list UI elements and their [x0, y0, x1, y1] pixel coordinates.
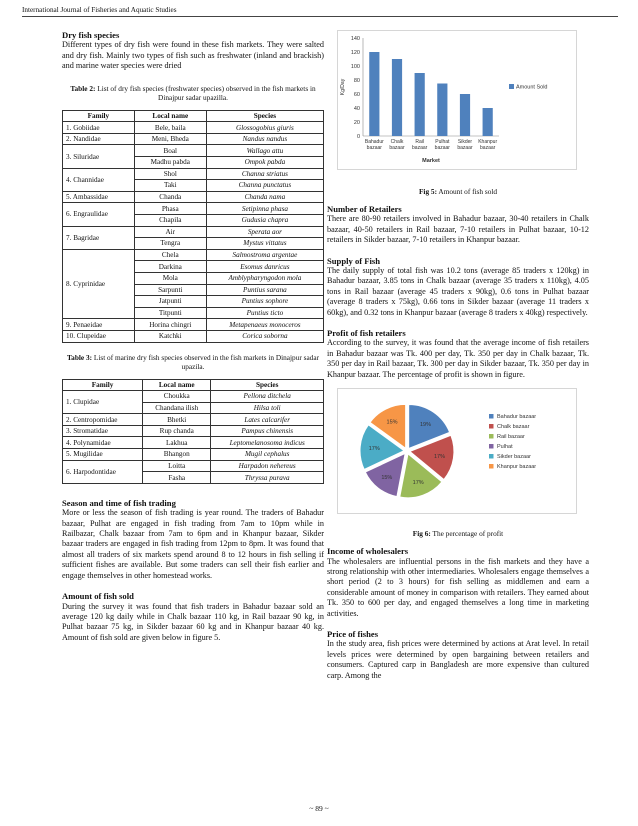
table2-species-cell: Nandus nandus [206, 133, 323, 145]
x-tick-label: bazaar [412, 145, 428, 151]
table2-row [63, 168, 324, 180]
table3-row [63, 437, 324, 449]
table2-caption [62, 84, 324, 102]
supply-paragraph: The daily supply of total fish was 10.2 tons (average 85 traders x 120kg) in Bahadur bazaar, 3.85 tons in Chalk bazaar (average 35 traders x 110kg), 4.05 tons in Rail bazaar (average 45 traders x 90kg), 0.6 tons in Pulhat bazaar (average 8 traders x 75kg), 0.66 tons in Sikder bazaar (average 11 traders x 60kg), and 0.32 tons in Khanpur bazaar (average 8 traders x 40kg) respectively. [327, 266, 589, 317]
table2 [62, 110, 324, 343]
table3-local-name-cell: Rup chanda [143, 425, 211, 437]
table2-local-name-cell: Mola [134, 272, 206, 284]
table2-local-name-cell: Jatpunti [134, 296, 206, 308]
table2-species-cell: Mystus vittatus [206, 238, 323, 250]
table2-family-cell: 1. Gobiidae [63, 122, 135, 134]
table3-species-cell: Hilsa toli [211, 402, 324, 414]
table3-header-row [63, 379, 324, 391]
table2-local-name-cell: Meni, Bheda [134, 133, 206, 145]
table2-local-name-cell: Madhu pabda [134, 157, 206, 169]
table3-local-name-cell: Loitta [143, 460, 211, 472]
table2-species-cell: Chanda nama [206, 191, 323, 203]
table2-species-cell: Sperata aor [206, 226, 323, 238]
table2-row [63, 191, 324, 203]
table2-species-cell: Ompok pabda [206, 157, 323, 169]
header-rule [22, 16, 618, 17]
journal-title: International Journal of Fisheries and Aquatic Studies [22, 6, 177, 14]
y-tick-label: 40 [353, 106, 360, 112]
x-tick-label: Pulhat [435, 139, 450, 145]
table2-species-cell: Wallago attu [206, 145, 323, 157]
table2-species-cell: Glossogobius giuris [206, 122, 323, 134]
table3-family-cell: 5. Mugilidae [63, 449, 143, 461]
fig6-caption [327, 529, 589, 538]
profit-paragraph: According to the survey, it was found that the average income of fish retailers in Bahadur bazaar was Tk. 400 per day, Tk. 350 per day in Chalk bazaar, Tk. 350 per day in Rail bazaar, Tk. 300 per day in Sikder bazaar, Tk. 350 per day in Khanpur bazaar. The percentage of profit is shown in figure. [327, 338, 589, 379]
table2-species-cell: Channa punctatus [206, 180, 323, 192]
table3 [62, 379, 324, 484]
table3-local-name-cell: Chandana ilish [143, 402, 211, 414]
x-tick-label: bazaar [457, 145, 473, 151]
table2-row [63, 319, 324, 331]
bar [392, 59, 402, 136]
x-tick-label: bazaar [434, 145, 450, 151]
x-tick-label: Bahadur [364, 139, 384, 145]
amount-heading: Amount of fish sold [62, 591, 134, 602]
table2-local-name-cell: Boal [134, 145, 206, 157]
table2-caption-label: Table 2: [70, 83, 96, 93]
bar [369, 52, 379, 136]
legend-swatch [489, 424, 494, 429]
y-tick-label: 20 [353, 120, 360, 126]
table3-row [63, 391, 324, 403]
table3-local-name-cell: Lakhua [143, 437, 211, 449]
pie-chart [337, 388, 577, 514]
retailers-paragraph: There are 80-90 retailers involved in Bahadur bazaar, 30-40 retailers in Chalk bazaar, 40-50 retailers in Rail bazaar, 7-10 retailers in Pulhat bazaar, 10-12 retailers in Sikder bazaar, 7-10 retailers in Khanpur bazaar. [327, 214, 589, 245]
x-tick-label: Khanpur [478, 139, 498, 145]
table2-local-name-cell: Sarpunti [134, 284, 206, 296]
wholesalers-paragraph: The wholesalers are influential persons in the fish markets and they have a strong relationship with other intermediaries. Wholesalers engage themselves a short period (2 to 3 hours) for fish selling as middlemen and earn a considerable amount of money in comparison with retailers. They earned about Tk. 350 to 600 per day, and engaged themselves a long time in marketing activities. [327, 556, 589, 618]
y-tick-label: 80 [353, 78, 360, 84]
table2-species-cell: Esomus danricus [206, 261, 323, 273]
y-tick-label: 60 [353, 92, 360, 98]
table2-family-cell: 7. Bagridae [63, 226, 135, 249]
y-tick-label: 140 [350, 36, 360, 42]
season-heading: Season and time of fish trading [62, 497, 176, 508]
table3-caption-label: Table 3: [66, 352, 93, 362]
legend-label: Bahadur bazaar [497, 414, 537, 421]
dry-fish-paragraph: Different types of dry fish were found in these fish markets. They were salted and dry fish. Mainly two types of fish such as freshwater (inland and brackish) and marine water species were dried [62, 40, 324, 71]
table2-header-1: Local name [134, 110, 206, 122]
table3-species-cell: Pellona ditchela [211, 391, 324, 403]
y-axis-label: Kg/Day [340, 78, 346, 96]
table2-header-2: Species [206, 110, 323, 122]
left-column [62, 30, 324, 643]
price-paragraph: In the study area, fish prices were determined by actions at Arat level. In retail levels prices were determined by open bargaining between retailers and consumers. Captured carp in Bangladesh are more expensive than cultured carp. Among the [327, 639, 589, 680]
dry-fish-heading: Dry fish species [62, 30, 120, 40]
pie-value-label: 15% [381, 475, 393, 482]
table2-species-cell: Setipinna phasa [206, 203, 323, 215]
table2-species-cell: Salmostroma argentae [206, 249, 323, 261]
supply-heading: Supply of Fish [327, 255, 381, 266]
table2-species-cell: Puntius ticto [206, 307, 323, 319]
bar [483, 108, 493, 136]
table3-species-cell: Mugil cephalus [211, 449, 324, 461]
table2-local-name-cell: Phasa [134, 203, 206, 215]
bar [415, 73, 425, 136]
table3-local-name-cell: Bhangon [143, 449, 211, 461]
table3-species-cell: Thryssa purava [211, 472, 324, 484]
legend-swatch [489, 434, 494, 439]
table2-local-name-cell: Tengra [134, 238, 206, 250]
table3-family-cell: 1. Clupidae [63, 391, 143, 414]
season-paragraph: More or less the season of fish trading is year round. The traders of Bahadur bazaar, Pulhat are engaged in fish trading from 7am to 10pm while in Railbazar, Chalk bazaar from 7am to 6pm and in Khanpur bazaar, Sikder bazaar traders are engaged in fish trading from 12pm to 8pm. It was found that almost all traders of six markets spend around 8 to 12 hours in fish selling if sufficient fishes are available. But some traders can sell their fish earlier and engage themselves in other homestead works. [62, 508, 324, 580]
table2-header-row [63, 110, 324, 122]
table3-local-name-cell: Fasha [143, 472, 211, 484]
fig5-caption [327, 187, 589, 196]
table3-row [63, 449, 324, 461]
table2-local-name-cell: Bele, baila [134, 122, 206, 134]
table2-row [63, 226, 324, 238]
fig5-caption-text: Amount of fish sold [437, 187, 498, 196]
table2-local-name-cell: Chela [134, 249, 206, 261]
table2-row [63, 203, 324, 215]
table2-local-name-cell: Horina chingri [134, 319, 206, 331]
pie-value-label: 17% [434, 454, 446, 461]
table2-species-cell: Metapenaeus monoceros [206, 319, 323, 331]
table2-local-name-cell: Chapila [134, 214, 206, 226]
right-column [327, 30, 589, 681]
table3-caption-text: List of marine dry fish species observed in the fish markets in Dinajpur sadar upazila. [92, 352, 320, 371]
table2-local-name-cell: Taki [134, 180, 206, 192]
pie-value-label: 17% [412, 480, 424, 487]
table3-family-cell: 2. Centropomidae [63, 414, 143, 426]
table3-local-name-cell: Bhetki [143, 414, 211, 426]
retailers-heading: Number of Retailers [327, 204, 402, 214]
table3-family-cell: 3. Stromatidae [63, 425, 143, 437]
price-heading: Price of fishes [327, 628, 379, 639]
table2-family-cell: 6. Engraulidae [63, 203, 135, 226]
table3-family-cell: 6. Harpodontidae [63, 460, 143, 483]
y-tick-label: 0 [356, 134, 360, 140]
table3-species-cell: Harpadon nehereus [211, 460, 324, 472]
table2-family-cell: 4. Channidae [63, 168, 135, 191]
table3-local-name-cell: Choukka [143, 391, 211, 403]
table2-species-cell: Channa striatus [206, 168, 323, 180]
fig6-caption-text: The percentage of profit [430, 529, 504, 539]
table3-caption [62, 353, 324, 371]
fig5-caption-label: Fig 5: [418, 187, 438, 196]
amount-paragraph: During the survey it was found that fish traders in Bahadur bazaar sold an average 120 kg daily while in Chalk bazaar 110 kg, in Rail bazaar 90 kg, in Pulhat bazaar 75 kg, in Sikder bazaar 60 kg and in Khanpur bazaar 40 kg. Amount of fish sold are given below in figure 5. [62, 601, 324, 642]
x-tick-label: Chalk [390, 139, 404, 145]
legend-label: Sikder bazaar [497, 454, 531, 461]
table2-local-name-cell: Darkina [134, 261, 206, 273]
table2-row [63, 249, 324, 261]
x-tick-label: bazaar [389, 145, 405, 151]
table2-row [63, 122, 324, 134]
table2-family-cell: 10. Clupeidae [63, 330, 135, 342]
table2-local-name-cell: Katchki [134, 330, 206, 342]
pie-value-label: 15% [386, 419, 398, 426]
fig5-container [337, 30, 589, 175]
bar [437, 84, 447, 137]
bar [460, 94, 470, 136]
table3-row [63, 414, 324, 426]
x-tick-label: bazaar [366, 145, 382, 151]
fig6-caption-label: Fig 6: [412, 529, 431, 539]
table2-local-name-cell: Air [134, 226, 206, 238]
y-tick-label: 100 [350, 64, 360, 70]
table2-family-cell: 9. Penaeidae [63, 319, 135, 331]
table3-header-2: Species [211, 379, 324, 391]
legend-label: Chalk bazaar [497, 424, 530, 431]
page-number: ~ 89 ~ [309, 804, 329, 813]
legend-swatch [489, 444, 494, 449]
x-tick-label: Sikder [457, 139, 473, 145]
profit-heading: Profit of fish retailers [327, 328, 406, 339]
table2-species-cell: Corica soborna [206, 330, 323, 342]
pie-value-label: 17% [368, 445, 380, 452]
wholesalers-heading: Income of wholesalers [327, 546, 409, 557]
x-tick-label: Rail [415, 139, 424, 145]
legend-swatch [489, 454, 494, 459]
table3-header-0: Family [63, 379, 143, 391]
table3-species-cell: Pampus chinensis [211, 425, 324, 437]
legend-label: Rail bazaar [497, 434, 525, 441]
table2-family-cell: 2. Nandidae [63, 133, 135, 145]
legend-label: Khanpur bazaar [497, 464, 537, 471]
fig6-container [337, 388, 589, 519]
table3-row [63, 460, 324, 472]
table2-local-name-cell: Chanda [134, 191, 206, 203]
table2-header-0: Family [63, 110, 135, 122]
table2-species-cell: Puntius sarana [206, 284, 323, 296]
table2-local-name-cell: Shol [134, 168, 206, 180]
table2-local-name-cell: Titpunti [134, 307, 206, 319]
table2-species-cell: Amblypharyngodon mola [206, 272, 323, 284]
table2-caption-text: List of dry fish species (freshwater species) observed in the fish markets in Dinajpur sadar upazilla. [95, 83, 316, 102]
table3-species-cell: Lates calcarifer [211, 414, 324, 426]
table2-species-cell: Puntius sophore [206, 296, 323, 308]
legend-swatch [509, 84, 514, 89]
legend-swatch [489, 464, 494, 469]
x-tick-label: bazaar [480, 145, 496, 151]
table3-header-1: Local name [143, 379, 211, 391]
y-tick-label: 120 [350, 50, 360, 56]
bar-chart [337, 30, 577, 170]
table2-species-cell: Gudusia chapra [206, 214, 323, 226]
table3-species-cell: Leptomelanosoma indicus [211, 437, 324, 449]
table3-family-cell: 4. Polynamidae [63, 437, 143, 449]
table3-row [63, 425, 324, 437]
table2-row [63, 133, 324, 145]
table2-family-cell: 3. Siluridae [63, 145, 135, 168]
table2-family-cell: 8. Cyprinidae [63, 249, 135, 319]
pie-value-label: 19% [419, 421, 432, 428]
table2-row [63, 145, 324, 157]
legend-label: Amount Sold [516, 84, 548, 91]
x-axis-label: Market [422, 158, 440, 164]
legend-label: Pulhat [497, 444, 513, 451]
table2-row [63, 330, 324, 342]
table2-family-cell: 5. Ambassidae [63, 191, 135, 203]
legend-swatch [489, 414, 494, 419]
